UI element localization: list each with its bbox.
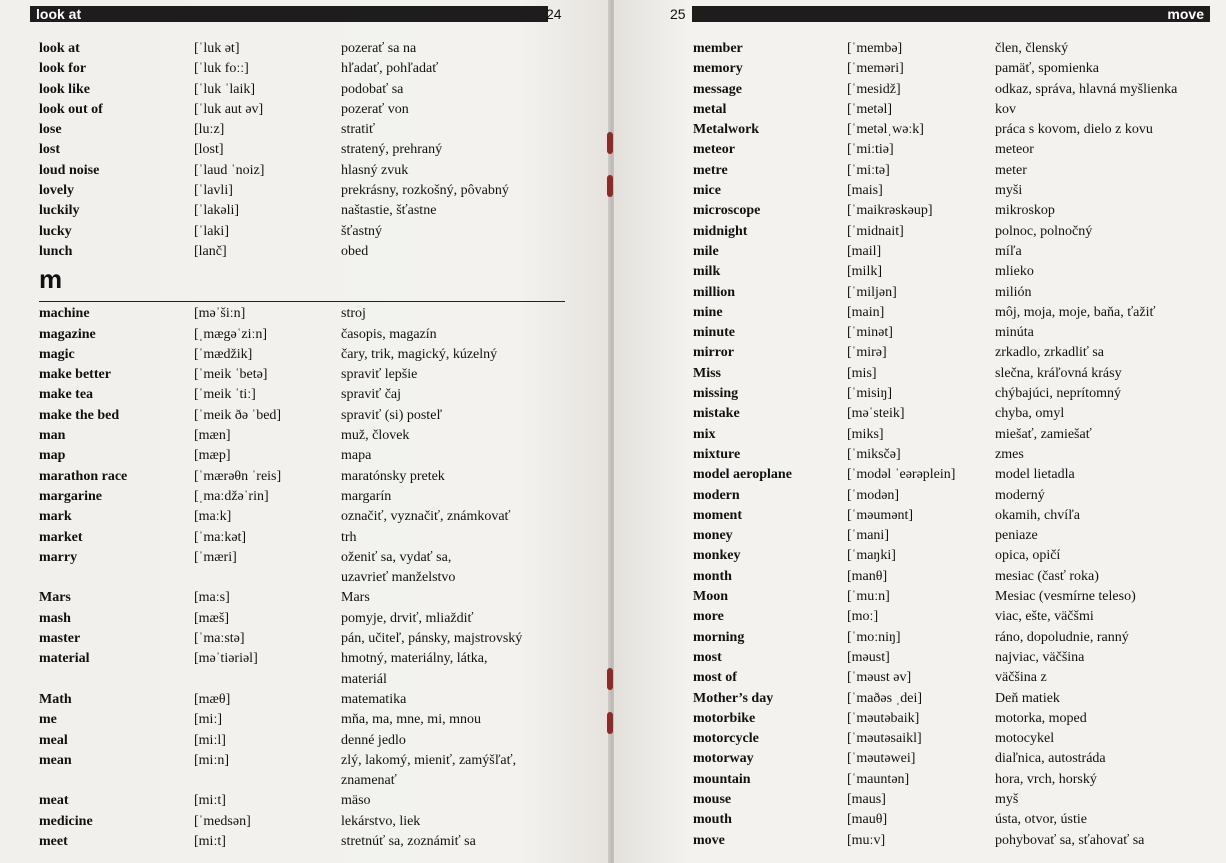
translation: čary, trik, magický, kúzelný bbox=[341, 346, 498, 362]
headword: marry bbox=[39, 549, 78, 565]
headword: moment bbox=[693, 507, 742, 523]
translation: spraviť (si) posteľ bbox=[341, 407, 443, 423]
pronunciation: [ˈmæri] bbox=[194, 549, 237, 565]
translation: práca s kovom, dielo z kovu bbox=[995, 122, 1153, 138]
headword: market bbox=[39, 529, 83, 545]
pronunciation: [maːk] bbox=[194, 509, 232, 525]
translation: hora, vrch, horský bbox=[995, 771, 1097, 787]
pronunciation: [milk] bbox=[847, 264, 882, 280]
translation: minúta bbox=[995, 325, 1034, 341]
translation: miešať, zamiešať bbox=[995, 426, 1092, 442]
headword: look for bbox=[39, 61, 87, 77]
headword: mistake bbox=[693, 406, 740, 422]
translation: pohybovať sa, sťahovať sa bbox=[995, 832, 1145, 848]
translation: pamäť, spomienka bbox=[995, 61, 1099, 77]
headword: motorway bbox=[693, 751, 754, 767]
translation: chyba, omyl bbox=[995, 406, 1065, 422]
headword: mouse bbox=[693, 791, 732, 807]
pronunciation: [ˌmaːdžəˈrin] bbox=[194, 488, 269, 504]
running-header-left: look at bbox=[30, 6, 548, 22]
translation: milión bbox=[995, 284, 1032, 300]
pronunciation: [ˈmembə] bbox=[847, 41, 903, 56]
translation: polnoc, polnočný bbox=[995, 223, 1093, 239]
pronunciation: [məˈšiːn] bbox=[194, 306, 246, 322]
pronunciation: [ˈmidnait] bbox=[847, 223, 904, 239]
headword: member bbox=[693, 41, 743, 56]
pronunciation: [ˈmærəθn ˈreis] bbox=[194, 468, 282, 484]
headword: million bbox=[693, 284, 736, 300]
headword: mark bbox=[39, 509, 72, 525]
pronunciation: [ˈmiksčə] bbox=[847, 446, 901, 462]
pronunciation: [lanč] bbox=[194, 243, 227, 259]
translation: odkaz, správa, hlavná myšlienka bbox=[995, 81, 1178, 97]
pronunciation: [ˈluk foːː] bbox=[194, 61, 249, 77]
pronunciation: [ˈmaðəs ˌdei] bbox=[847, 690, 923, 706]
pronunciation: [ˈluk aut əv] bbox=[194, 101, 264, 117]
pronunciation: [ˈmaŋki] bbox=[847, 548, 896, 564]
headword: lose bbox=[39, 122, 62, 138]
headword: message bbox=[693, 81, 742, 97]
translation: šťastný bbox=[341, 223, 382, 239]
pronunciation: [ˈməust əv] bbox=[847, 670, 912, 686]
headword: margarine bbox=[39, 488, 102, 504]
left-page bbox=[0, 0, 610, 863]
pronunciation: [manθ] bbox=[847, 568, 888, 584]
headword: look like bbox=[39, 81, 90, 97]
headword: mean bbox=[39, 752, 72, 768]
headword: lovely bbox=[39, 183, 74, 199]
pronunciation: [miːt] bbox=[194, 833, 226, 849]
page-number-left: 24 bbox=[546, 6, 562, 22]
pronunciation: [miːt] bbox=[194, 793, 226, 809]
headword: make tea bbox=[39, 387, 94, 403]
pronunciation: [maus] bbox=[847, 791, 886, 807]
translation: hlasný zvuk bbox=[341, 162, 409, 178]
pronunciation: [ˈmiːtiə] bbox=[847, 142, 894, 158]
translation: pomyje, drviť, mliaždiť bbox=[341, 610, 474, 626]
headword: monkey bbox=[693, 548, 741, 564]
headword: loud noise bbox=[39, 162, 100, 178]
headword: machine bbox=[39, 306, 90, 322]
pronunciation: [ˈmaːstə] bbox=[194, 631, 245, 647]
headword: make better bbox=[39, 367, 111, 383]
section-rule bbox=[39, 301, 565, 302]
pronunciation: [mæš] bbox=[194, 610, 229, 626]
headword: magic bbox=[39, 346, 75, 362]
pronunciation: [ˈlaki] bbox=[194, 223, 229, 239]
translation: väčšina z bbox=[995, 670, 1047, 686]
pronunciation: [ˈmaːkət] bbox=[194, 529, 247, 545]
translation: pozerať von bbox=[341, 101, 409, 117]
pronunciation: [ˈməutəsaikl] bbox=[847, 731, 922, 747]
headword: morning bbox=[693, 629, 745, 645]
pronunciation: [ˈlaud ˈnoiz] bbox=[194, 162, 265, 178]
pronunciation: [ˈmauntən] bbox=[847, 771, 910, 787]
headword: lunch bbox=[39, 243, 73, 259]
pronunciation: [mæn] bbox=[194, 428, 231, 444]
translation: trh bbox=[341, 529, 357, 545]
translation: Mesiac (vesmírne teleso) bbox=[995, 589, 1136, 605]
translation: hmotný, materiálny, látka, bbox=[341, 651, 488, 667]
pronunciation: [ˈlakəli] bbox=[194, 203, 240, 219]
pronunciation: [moː] bbox=[847, 609, 879, 625]
pronunciation: [ˈmetəl] bbox=[847, 101, 893, 117]
headword: luckily bbox=[39, 203, 80, 219]
pronunciation: [ˈmodəl ˈeərəplein] bbox=[847, 467, 956, 483]
right-page bbox=[614, 0, 1226, 863]
pronunciation: [ˈmani] bbox=[847, 528, 889, 544]
pronunciation: [miː] bbox=[194, 712, 222, 728]
translation: mikroskop bbox=[995, 203, 1055, 219]
translation: motocykel bbox=[995, 731, 1055, 747]
running-header-right: move bbox=[692, 6, 1210, 22]
pronunciation: [ˈmuːn] bbox=[847, 589, 890, 605]
pronunciation: [ˈmeməri] bbox=[847, 61, 904, 77]
pronunciation: [mais] bbox=[847, 183, 883, 199]
headword: mice bbox=[693, 183, 721, 199]
headword: meet bbox=[39, 833, 68, 849]
headword: money bbox=[693, 528, 733, 544]
headword: master bbox=[39, 631, 81, 647]
pronunciation: [ˌmægəˈziːn] bbox=[194, 326, 268, 342]
headword: move bbox=[693, 832, 725, 848]
headword: model aeroplane bbox=[693, 467, 792, 483]
pronunciation: [mis] bbox=[847, 365, 877, 381]
translation: Deň matiek bbox=[995, 690, 1060, 706]
headword: microscope bbox=[693, 203, 761, 219]
headword: medicine bbox=[39, 813, 93, 829]
translation: opica, opičí bbox=[995, 548, 1061, 564]
headword: mirror bbox=[693, 345, 734, 361]
binding-stitch bbox=[607, 175, 613, 197]
headword: motorcycle bbox=[693, 731, 759, 747]
pronunciation: [məˈsteik] bbox=[847, 406, 905, 422]
pronunciation: [məust] bbox=[847, 649, 890, 665]
pronunciation: [mæθ] bbox=[194, 691, 231, 707]
translation: okamih, chvíľa bbox=[995, 507, 1080, 523]
pronunciation: [ˈmaikrəskəup] bbox=[847, 203, 933, 219]
translation: spraviť lepšie bbox=[341, 367, 418, 383]
translation: myš bbox=[995, 791, 1019, 807]
translation: myši bbox=[995, 183, 1023, 199]
headword: metre bbox=[693, 162, 728, 178]
pronunciation: [ˈmedsən] bbox=[194, 813, 251, 829]
translation: môj, moja, moje, baňa, ťažiť bbox=[995, 304, 1156, 320]
pronunciation: [ˈluk ət] bbox=[194, 41, 240, 56]
pronunciation: [ˈmirə] bbox=[847, 345, 887, 361]
pronunciation: [ˈmædžik] bbox=[194, 346, 253, 362]
translation: zrkadlo, zrkadliť sa bbox=[995, 345, 1104, 361]
translation: model lietadla bbox=[995, 467, 1075, 483]
translation: diaľnica, autostráda bbox=[995, 751, 1106, 767]
translation: stretnúť sa, zoznámiť sa bbox=[341, 833, 476, 849]
translation: znamenať bbox=[341, 773, 397, 789]
translation: ústa, otvor, ústie bbox=[995, 812, 1087, 828]
translation: lekárstvo, liek bbox=[341, 813, 421, 829]
headword: Mother’s day bbox=[693, 690, 774, 706]
translation: podobať sa bbox=[341, 81, 404, 97]
binding-stitch bbox=[607, 132, 613, 154]
translation: mňa, ma, mne, mi, mnou bbox=[341, 712, 481, 728]
pronunciation: [ˈmoːniŋ] bbox=[847, 629, 901, 645]
translation: oženiť sa, vydať sa, bbox=[341, 549, 452, 565]
headword: Mars bbox=[39, 590, 71, 606]
translation: mesiac (časť roka) bbox=[995, 568, 1099, 584]
translation: mäso bbox=[341, 793, 371, 809]
section-letter: m bbox=[39, 264, 63, 295]
headword: mash bbox=[39, 610, 71, 626]
translation: kov bbox=[995, 101, 1016, 117]
headword: map bbox=[39, 448, 66, 464]
headword: Math bbox=[39, 691, 72, 707]
pronunciation: [maːs] bbox=[194, 590, 230, 606]
translation: meteor bbox=[995, 142, 1034, 158]
translation: maratónsky pretek bbox=[341, 468, 445, 484]
headword: mouth bbox=[693, 812, 732, 828]
headword: look at bbox=[39, 41, 80, 56]
translation: uzavrieť manželstvo bbox=[341, 570, 456, 586]
pronunciation: [ˈmodən] bbox=[847, 487, 900, 503]
pronunciation: [ˈmisiŋ] bbox=[847, 386, 893, 402]
translation: míľa bbox=[995, 243, 1022, 259]
translation: ráno, dopoludnie, ranný bbox=[995, 629, 1129, 645]
page-number-right: 25 bbox=[670, 6, 686, 22]
headword: mixture bbox=[693, 446, 741, 462]
headword: mountain bbox=[693, 771, 751, 787]
pronunciation: [ˈmesidž] bbox=[847, 81, 901, 97]
headword: month bbox=[693, 568, 732, 584]
translation: denné jedlo bbox=[341, 732, 406, 748]
translation: označiť, vyznačiť, známkovať bbox=[341, 509, 511, 525]
headword: missing bbox=[693, 386, 739, 402]
pronunciation: [miːn] bbox=[194, 752, 229, 768]
headword: motorbike bbox=[693, 710, 756, 726]
translation: meter bbox=[995, 162, 1027, 178]
headword: meal bbox=[39, 732, 68, 748]
pronunciation: [ˈluk ˈlaik] bbox=[194, 81, 256, 97]
translation: stroj bbox=[341, 306, 366, 322]
headword: lucky bbox=[39, 223, 72, 239]
translation: naštastie, šťastne bbox=[341, 203, 437, 219]
headword: mile bbox=[693, 243, 719, 259]
pronunciation: [məˈtiəriəl] bbox=[194, 651, 258, 667]
headword: Metalwork bbox=[693, 122, 760, 138]
headword: mine bbox=[693, 304, 723, 320]
headword: magazine bbox=[39, 326, 96, 342]
headword: memory bbox=[693, 61, 743, 77]
pronunciation: [ˈminət] bbox=[847, 325, 893, 341]
headword: material bbox=[39, 651, 90, 667]
headword: meat bbox=[39, 793, 69, 809]
translation: prekrásny, rozkošný, pôvabný bbox=[341, 183, 509, 199]
headword: me bbox=[39, 712, 57, 728]
translation: materiál bbox=[341, 671, 387, 687]
translation: moderný bbox=[995, 487, 1045, 503]
translation: pozerať sa na bbox=[341, 41, 417, 56]
translation: zmes bbox=[995, 446, 1024, 462]
pronunciation: [ˈməumənt] bbox=[847, 507, 914, 523]
pronunciation: [ˈmeik ðə ˈbed] bbox=[194, 407, 282, 423]
pronunciation: [main] bbox=[847, 304, 885, 320]
translation: viac, ešte, väčšmi bbox=[995, 609, 1094, 625]
translation: peniaze bbox=[995, 528, 1038, 544]
pronunciation: [ˈmeik ˈbetə] bbox=[194, 367, 268, 383]
headword: metal bbox=[693, 101, 727, 117]
headword: man bbox=[39, 428, 66, 444]
headword: make the bed bbox=[39, 407, 120, 423]
headword: look out of bbox=[39, 101, 103, 117]
headword: Miss bbox=[693, 365, 721, 381]
headword: mix bbox=[693, 426, 716, 442]
pronunciation: [mail] bbox=[847, 243, 882, 259]
translation: chýbajúci, neprítomný bbox=[995, 386, 1121, 402]
headword: lost bbox=[39, 142, 60, 158]
headword: midnight bbox=[693, 223, 748, 239]
pronunciation: [miks] bbox=[847, 426, 884, 442]
translation: pán, učiteľ, pánsky, majstrovský bbox=[341, 631, 523, 647]
translation: mapa bbox=[341, 448, 372, 464]
pronunciation: [ˈməutəbaik] bbox=[847, 710, 920, 726]
pronunciation: [miːl] bbox=[194, 732, 226, 748]
pronunciation: [mauθ] bbox=[847, 812, 888, 828]
translation: muž, človek bbox=[341, 428, 410, 444]
binding-stitch bbox=[607, 712, 613, 734]
translation: stratený, prehraný bbox=[341, 142, 443, 158]
translation: slečna, kráľovná krásy bbox=[995, 365, 1122, 381]
pronunciation: [muːv] bbox=[847, 832, 886, 848]
headword: milk bbox=[693, 264, 721, 280]
translation: matematika bbox=[341, 691, 407, 707]
pronunciation: [ˈmiːtə] bbox=[847, 162, 890, 178]
headword: most of bbox=[693, 670, 737, 686]
pronunciation: [mæp] bbox=[194, 448, 231, 464]
pronunciation: [ˈmiljən] bbox=[847, 284, 897, 300]
pronunciation: [ˈmeik ˈtiː] bbox=[194, 387, 256, 403]
translation: spraviť čaj bbox=[341, 387, 402, 403]
translation: zlý, lakomý, mieniť, zamýšľať, bbox=[341, 752, 517, 768]
translation: hľadať, pohľadať bbox=[341, 61, 439, 77]
pronunciation: [ˈməutəwei] bbox=[847, 751, 916, 767]
headword: minute bbox=[693, 325, 735, 341]
headword: meteor bbox=[693, 142, 735, 158]
pronunciation: [luːz] bbox=[194, 122, 225, 138]
translation: stratiť bbox=[341, 122, 375, 138]
translation: Mars bbox=[341, 590, 370, 606]
binding-stitch bbox=[607, 668, 613, 690]
translation: margarín bbox=[341, 488, 392, 504]
translation: člen, členský bbox=[995, 41, 1069, 56]
translation: mlieko bbox=[995, 264, 1034, 280]
translation: najviac, väčšina bbox=[995, 649, 1085, 665]
headword: marathon race bbox=[39, 468, 128, 484]
translation: motorka, moped bbox=[995, 710, 1087, 726]
translation: časopis, magazín bbox=[341, 326, 437, 342]
headword: most bbox=[693, 649, 722, 665]
headword: modern bbox=[693, 487, 740, 503]
pronunciation: [lost] bbox=[194, 142, 224, 158]
headword: more bbox=[693, 609, 724, 625]
pronunciation: [ˈmetəlˌwəːk] bbox=[847, 122, 924, 138]
pronunciation: [ˈlavli] bbox=[194, 183, 233, 199]
translation: obed bbox=[341, 243, 369, 259]
headword: Moon bbox=[693, 589, 728, 605]
